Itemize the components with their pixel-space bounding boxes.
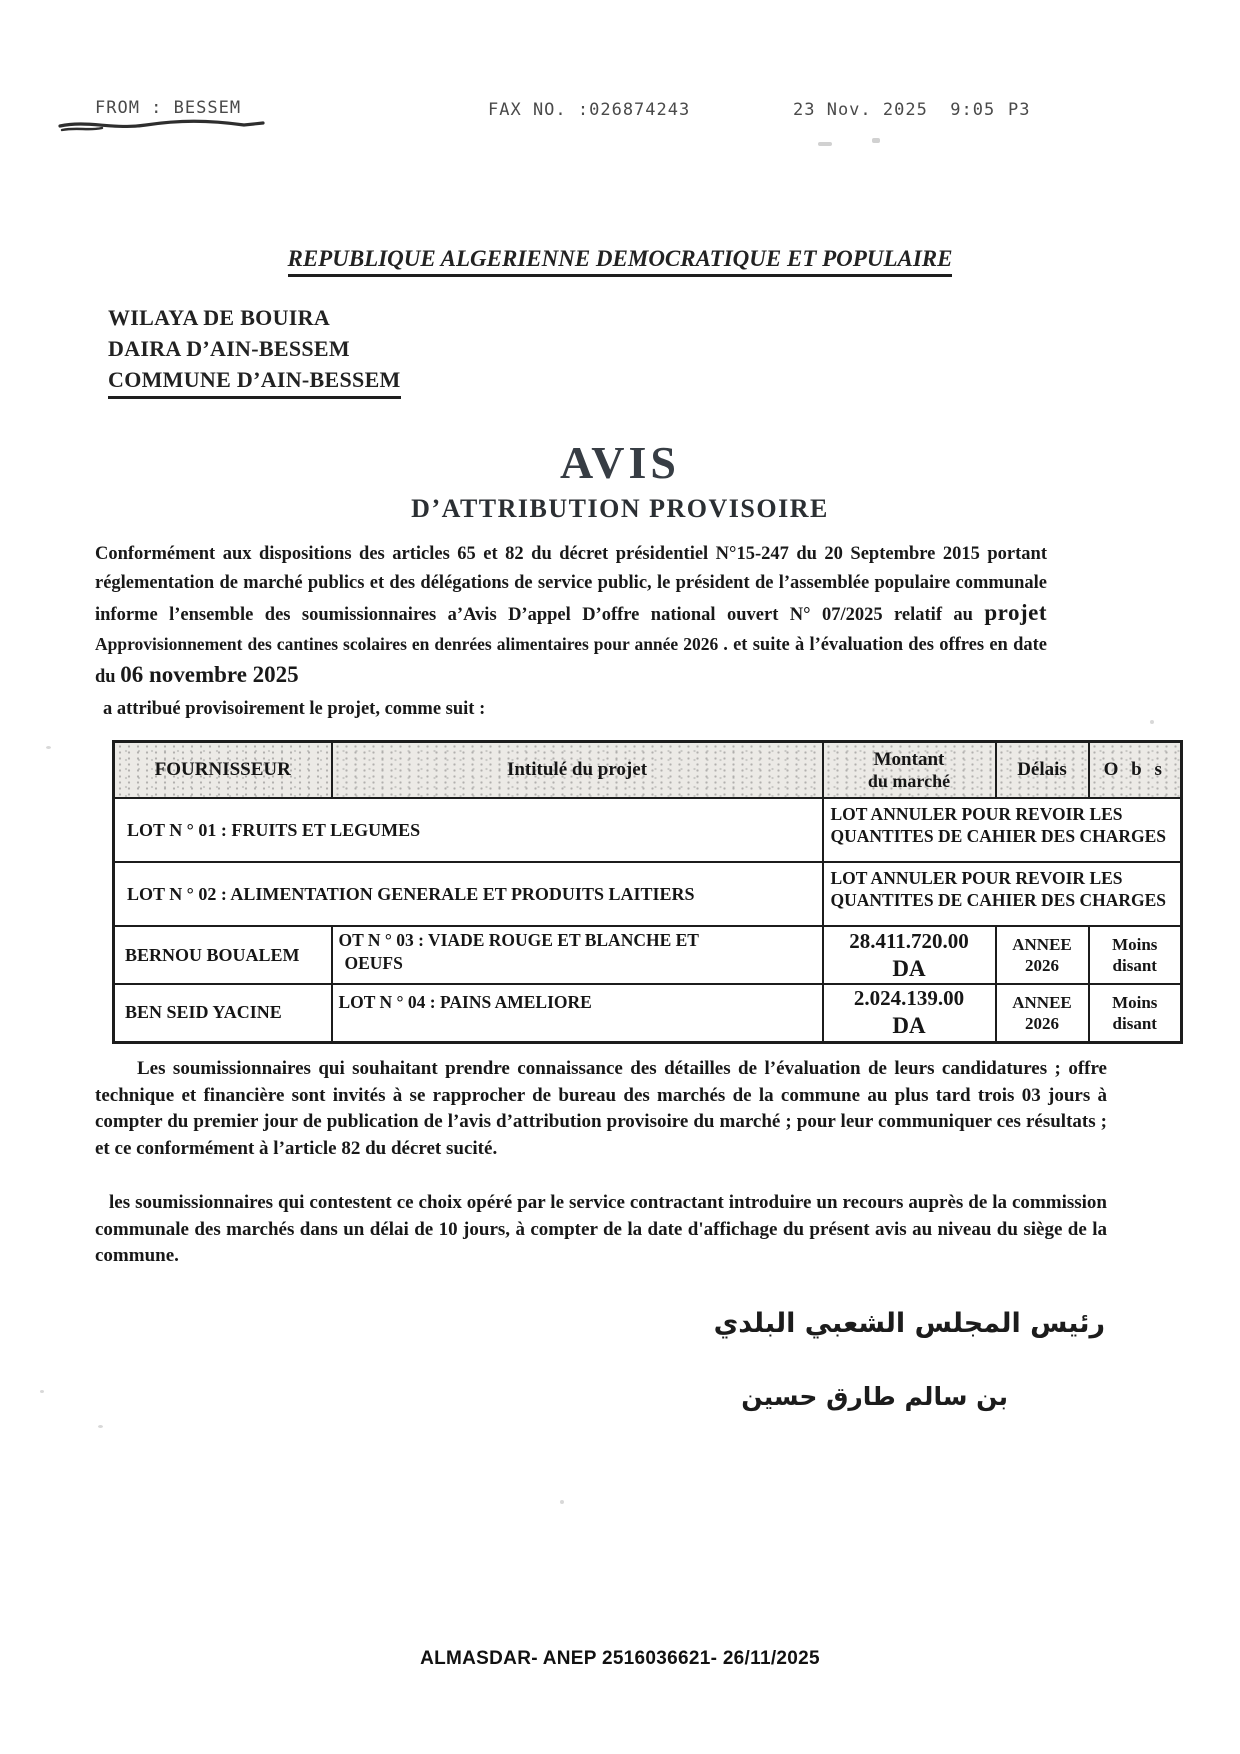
col-header-intitule: Intitulé du projet [332,742,823,799]
scan-speck [40,1390,44,1393]
lot04-obs [1089,984,1182,1042]
lot04-montant-currency: DA [892,1013,926,1039]
lot04-obs-l2: disant [1112,1013,1157,1033]
lot03-montant [823,926,996,984]
lot03-obs [1089,926,1182,984]
lot03-intitule-l1: OT N ° 03 : VIADE ROUGE ET BLANCHE ET [338,930,699,950]
lot04-intitule-l1: LOT N ° 04 : PAINS AMELIORE [338,992,592,1012]
scan-speck [98,1425,103,1428]
lot04-delais [996,984,1089,1042]
commune-line [108,364,401,399]
scan-speck [1150,720,1154,724]
lot02-status: LOT ANNULER POUR REVOIR LES QUANTITES DE CAHIER DES CHARGES [823,862,1182,926]
table-row-lot01 [114,798,1182,862]
recours-paragraph: les soumissionnaires qui contestent ce choix opéré par le service contractant introduire un recours auprès de la commission communale des marchés dans un délai de 10 jours, à compter de la date d'affichage du présent avis au niveau du siège de la commune. [95,1192,1107,1266]
col-header-delais: Délais [996,742,1089,799]
lot03-montant-currency: DA [892,955,926,981]
lot03-delais-l1: ANNEE [1012,935,1072,954]
evaluation-date: 06 novembre 2025 [120,662,299,687]
col-header-montant-l1: Montant [873,748,945,770]
lot03-montant-value: 28.411.720.00 [849,928,969,953]
col-header-montant-l2: du marché [867,770,951,791]
lot01-label: LOT N ° 01 : FRUITS ET LEGUMES [114,798,823,862]
lot03-intitule [332,926,823,984]
intro-paragraph [95,540,1047,724]
lot04-delais-l2: 2026 [1025,1013,1059,1033]
lot03-intitule-l2: OEUFS [344,953,403,973]
scan-smudge [872,138,880,143]
lot03-obs-l1: Moins [1112,935,1158,954]
details-paragraph: Les soumissionnaires qui souhaitant prendre connaissance des détailles de l’évaluation de leurs candidatures ; offre technique et financière sont invités à se rapprocher de bureau des marchés de la commune au plus tard trois 03 jours à compter du premier jour de publication de l’avis d’attribution provisoire du marché ; pour leur communiquer ces résultats ; et ce conformément à l’article 82 du décret sucité. [95,1058,1107,1159]
scan-smudge [818,142,832,146]
award-table [112,740,1183,1044]
table-row-lot02 [114,862,1182,926]
wilaya-line: WILAYA DE BOUIRA [108,305,331,330]
publication-footer: ALMASDAR- ANEP 2516036621- 26/11/2025 [420,1648,820,1669]
table-row-lot03 [114,926,1182,984]
lot04-intitule [332,984,823,1042]
lot02-label: LOT N ° 02 : ALIMENTATION GENERALE ET PRODUITS LAITIERS [114,862,823,926]
attribution-line: a attribué provisoirement le projet, comme suit : [103,699,486,719]
fax-datetime: 23 Nov. 2025 9:05 [793,100,996,120]
lot04-obs-l1: Moins [1112,992,1158,1012]
republic-title-text: REPUBLIQUE ALGERIENNE DEMOCRATIQUE ET POPULAIRE [288,246,953,277]
lot03-delais-l2: 2026 [1025,956,1059,975]
col-header-fournisseur: FOURNISSEUR [114,742,332,799]
lot03-delais [996,926,1089,984]
lot04-montant-value: 2.024.139.00 [853,986,965,1011]
lot01-status: LOT ANNULER POUR REVOIR LES QUANTITES DE CAHIER DES CHARGES [823,798,1182,862]
letterhead-block [108,302,401,399]
table-row-lot04 [114,984,1182,1042]
col-header-montant [823,742,996,799]
lot03-obs-l2: disant [1112,956,1157,975]
signature-title-arabic: رئيس المجلس الشعبي البلدي [713,1308,1105,1339]
lot03-fournisseur: BERNOU BOUALEM [114,926,332,984]
fax-page-number: P3 [1008,100,1031,120]
republic-title [0,246,1240,277]
lot04-delais-l1: ANNEE [1012,992,1072,1012]
lot04-montant [823,984,996,1042]
scan-speck [46,746,51,749]
intro-text-1: Conformément aux dispositions des articles 65 et 82 du décret présidentiel N°15-247 du 20 Septembre 2015 portant réglementation de marché publics et des délégations de service public, le président de l’assemblée populaire communale informe l’ensemble des soumissionnaires a’Avis D’appel D’offre national ouvert N° 07/2025 relatif au [95,544,1047,625]
commune-line-text: COMMUNE D’AIN-BESSEM [108,364,401,399]
fax-number: FAX NO. :026874243 [488,100,691,120]
document-subtitle: D’ATTRIBUTION PROVISOIRE [411,494,829,523]
col-header-obs: O b s [1089,742,1182,799]
table-header-row [114,742,1182,799]
lot04-fournisseur: BEN SEID YACINE [114,984,332,1042]
project-word: projet [984,600,1047,625]
document-title: AVIS [560,437,680,488]
daira-line: DAIRA D’AIN-BESSEM [108,336,350,361]
signature-name-arabic: بن سالم طارق حسين [741,1382,1008,1411]
scan-speck [560,1500,564,1504]
intro-text-2: . et suite à l’évaluation des offres en date du [95,635,1047,687]
project-name: Approvisionnement des cantines scolaires en denrées alimentaires pour année 2026 [95,634,724,654]
pen-scribble [58,116,268,139]
fax-from: FROM : BESSEM [95,98,242,118]
